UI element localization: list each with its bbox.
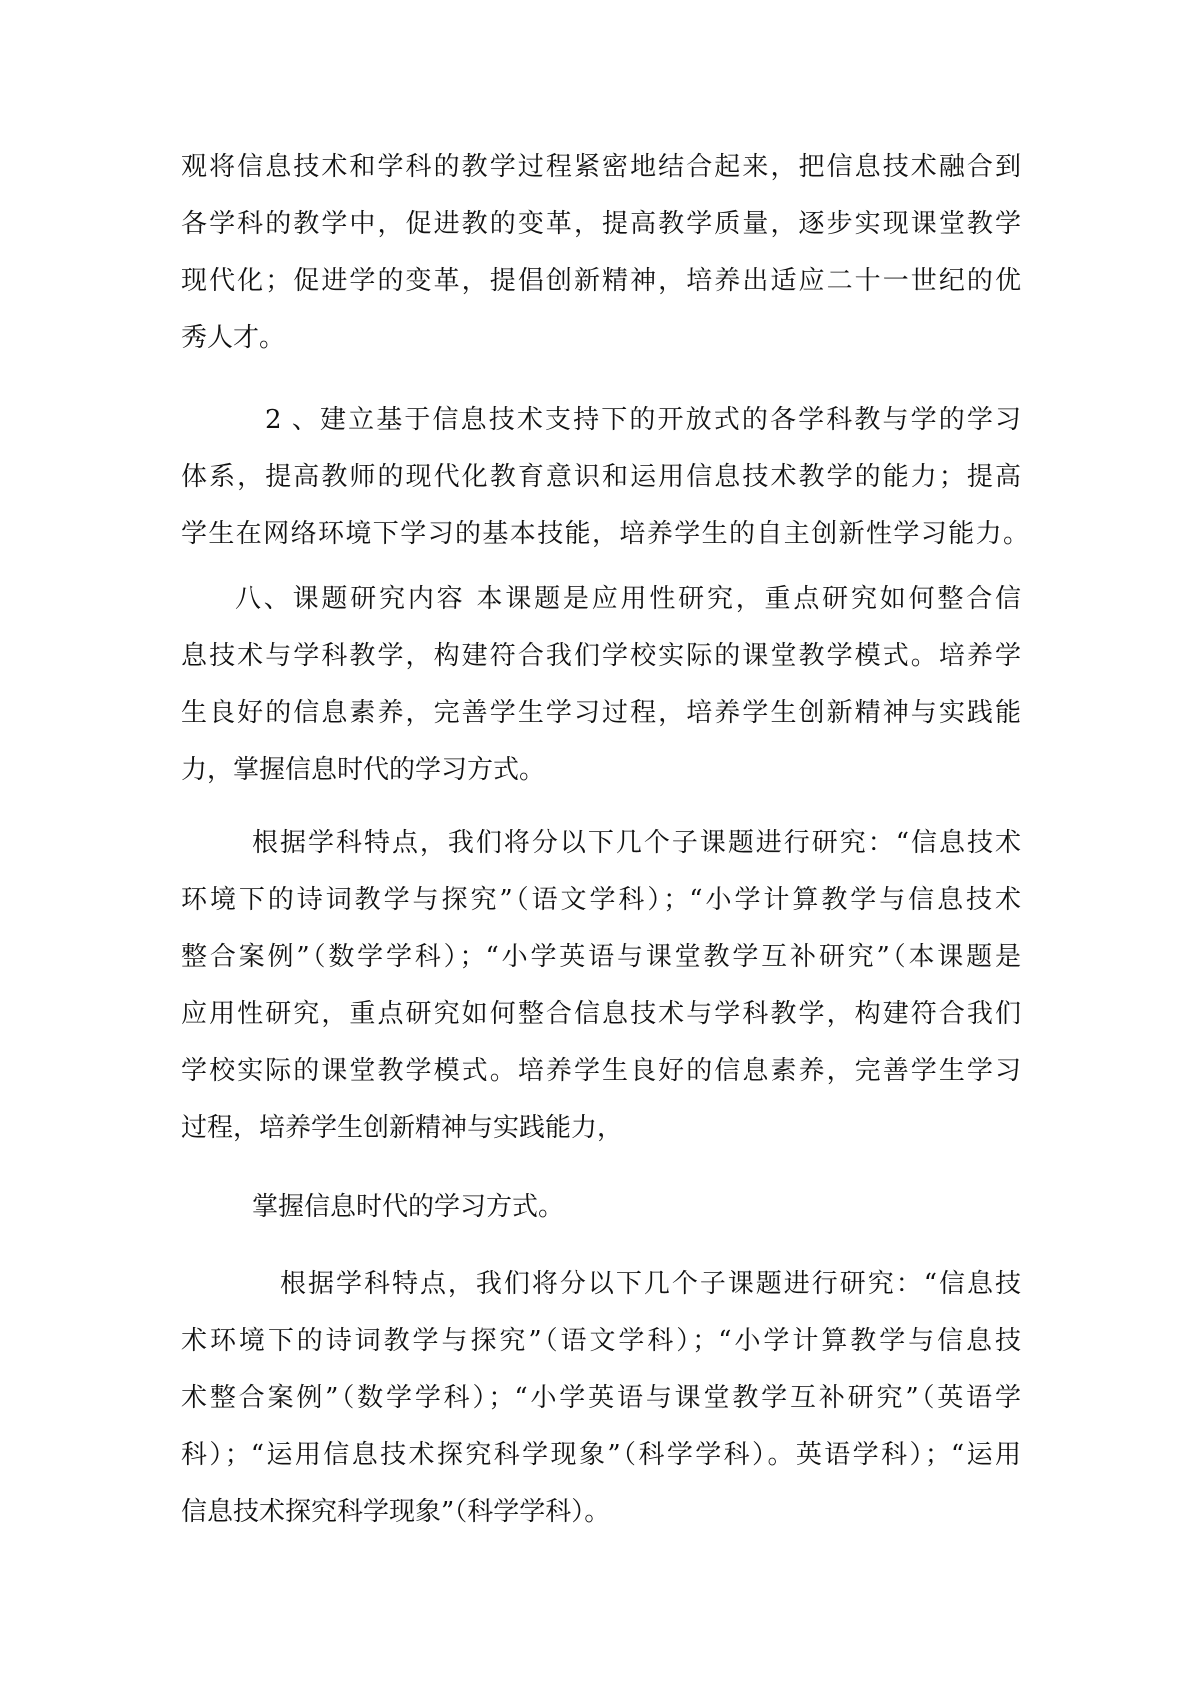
text-line: 秀人才。: [181, 323, 286, 353]
text-line: 学生在网络环境下学习的基本技能，培养学生的自主创新性学习能力。: [181, 519, 1029, 549]
text-line: 环境下的诗词教学与探究”（语文学科）；“小学计算教学与信息技术: [181, 885, 1021, 915]
text-line: 生良好的信息素养，完善学生学习过程，培养学生创新精神与实践能: [181, 698, 1021, 728]
text-line: 科）；“运用信息技术探究科学现象”（科学学科）。英语学科）；“运用: [181, 1440, 1021, 1470]
text-line: 息技术与学科教学，构建符合我们学校实际的课堂教学模式。培养学: [181, 641, 1021, 671]
text-line: 整合案例”（数学学科）；“小学英语与课堂教学互补研究”（本课题是: [181, 942, 1021, 972]
text-line: 学校实际的课堂教学模式。培养学生良好的信息素养，完善学生学习: [181, 1056, 1021, 1086]
text-line: 八、课题研究内容 本课题是应用性研究，重点研究如何整合信: [235, 584, 1021, 614]
text-line: 力，掌握信息时代的学习方式。: [181, 755, 546, 785]
text-line: 观将信息技术和学科的教学过程紧密地结合起来，把信息技术融合到: [181, 152, 1021, 182]
text-line: 应用性研究，重点研究如何整合信息技术与学科教学，构建符合我们: [181, 999, 1021, 1029]
text-line: 过程，培养学生创新精神与实践能力，: [181, 1113, 624, 1143]
text-line: 2 、建立基于信息技术支持下的开放式的各学科教与学的学习: [265, 405, 1021, 435]
text-line: 体系，提高教师的现代化教育意识和运用信息技术教学的能力；提高: [181, 462, 1021, 492]
text-line: 根据学科特点，我们将分以下几个子课题进行研究：“信息技: [280, 1269, 1021, 1299]
text-line: 术环境下的诗词教学与探究”（语文学科）；“小学计算教学与信息技: [181, 1326, 1021, 1356]
text-line: 根据学科特点，我们将分以下几个子课题进行研究：“信息技术: [252, 828, 1021, 858]
text-line: 术整合案例”（数学学科）；“小学英语与课堂教学互补研究”（英语学: [181, 1383, 1021, 1413]
text-line: 掌握信息时代的学习方式。: [252, 1192, 565, 1222]
text-line: 信息技术探究科学现象”（科学学科）。: [181, 1497, 611, 1527]
text-line: 现代化；促进学的变革，提倡创新精神，培养出适应二十一世纪的优: [181, 266, 1021, 296]
text-line: 各学科的教学中，促进教的变革，提高教学质量，逐步实现课堂教学: [181, 209, 1021, 239]
